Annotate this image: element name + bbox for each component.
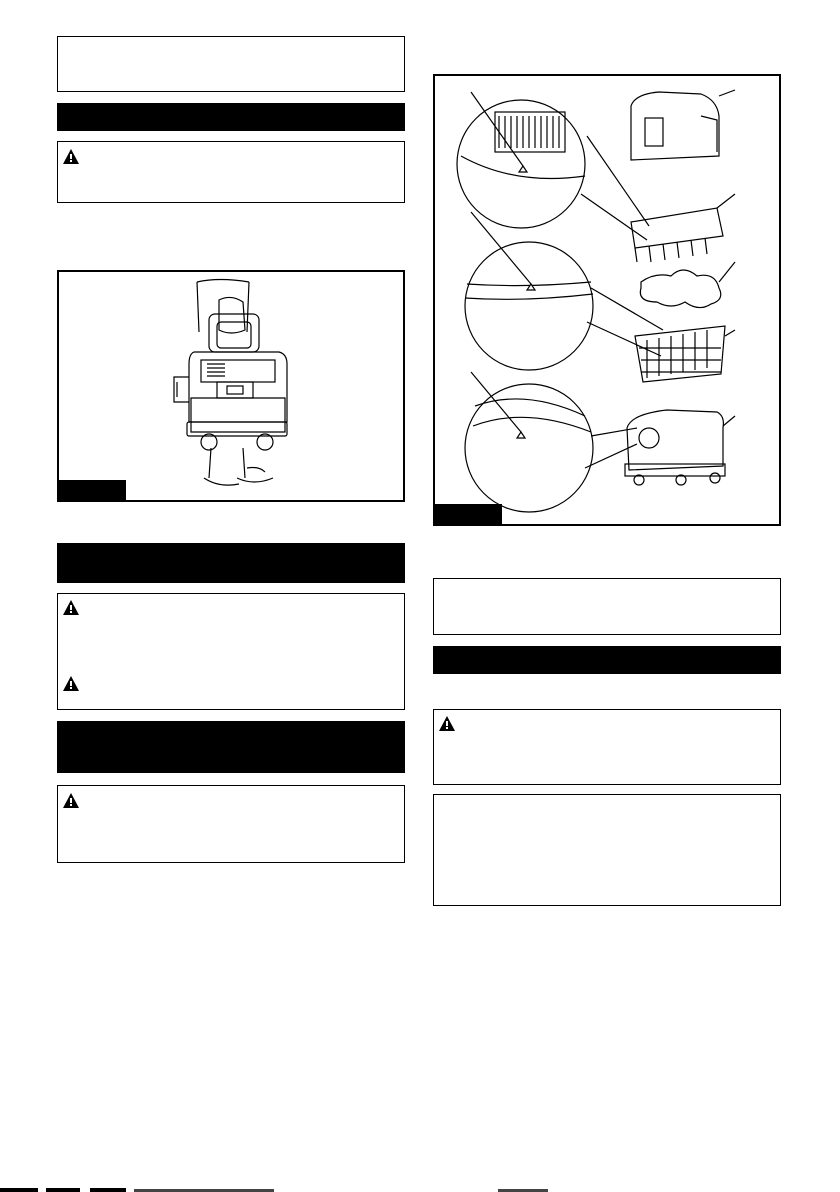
section-heading-bar-4: [433, 646, 781, 674]
warning-box-1: [57, 141, 405, 203]
warning-triangle-icon: [439, 716, 455, 731]
warning-box-3: [57, 785, 405, 863]
section-heading-bar-1: [57, 103, 405, 131]
warning-box-2: [57, 593, 405, 710]
section-heading-bar-2: [57, 543, 405, 583]
note-box-bottom-right: [433, 794, 781, 906]
section-heading-bar-3: [57, 721, 405, 773]
warning-triangle-icon: [63, 149, 79, 164]
figure-assembly: [433, 74, 781, 526]
note-box-right: [433, 578, 781, 635]
warning-triangle-icon: [63, 676, 79, 691]
page-footer-strip: [0, 1186, 840, 1192]
warning-triangle-icon: [63, 793, 79, 808]
assembly-illustration: [435, 76, 779, 524]
figure-label-tag-2: [435, 504, 502, 524]
warning-triangle-icon: [63, 600, 79, 615]
figure-carrying: [57, 270, 405, 502]
warning-box-4: [433, 709, 781, 785]
carrying-illustration: [59, 272, 403, 500]
figure-label-tag-1: [59, 480, 126, 500]
note-box-top-left: [57, 36, 405, 92]
